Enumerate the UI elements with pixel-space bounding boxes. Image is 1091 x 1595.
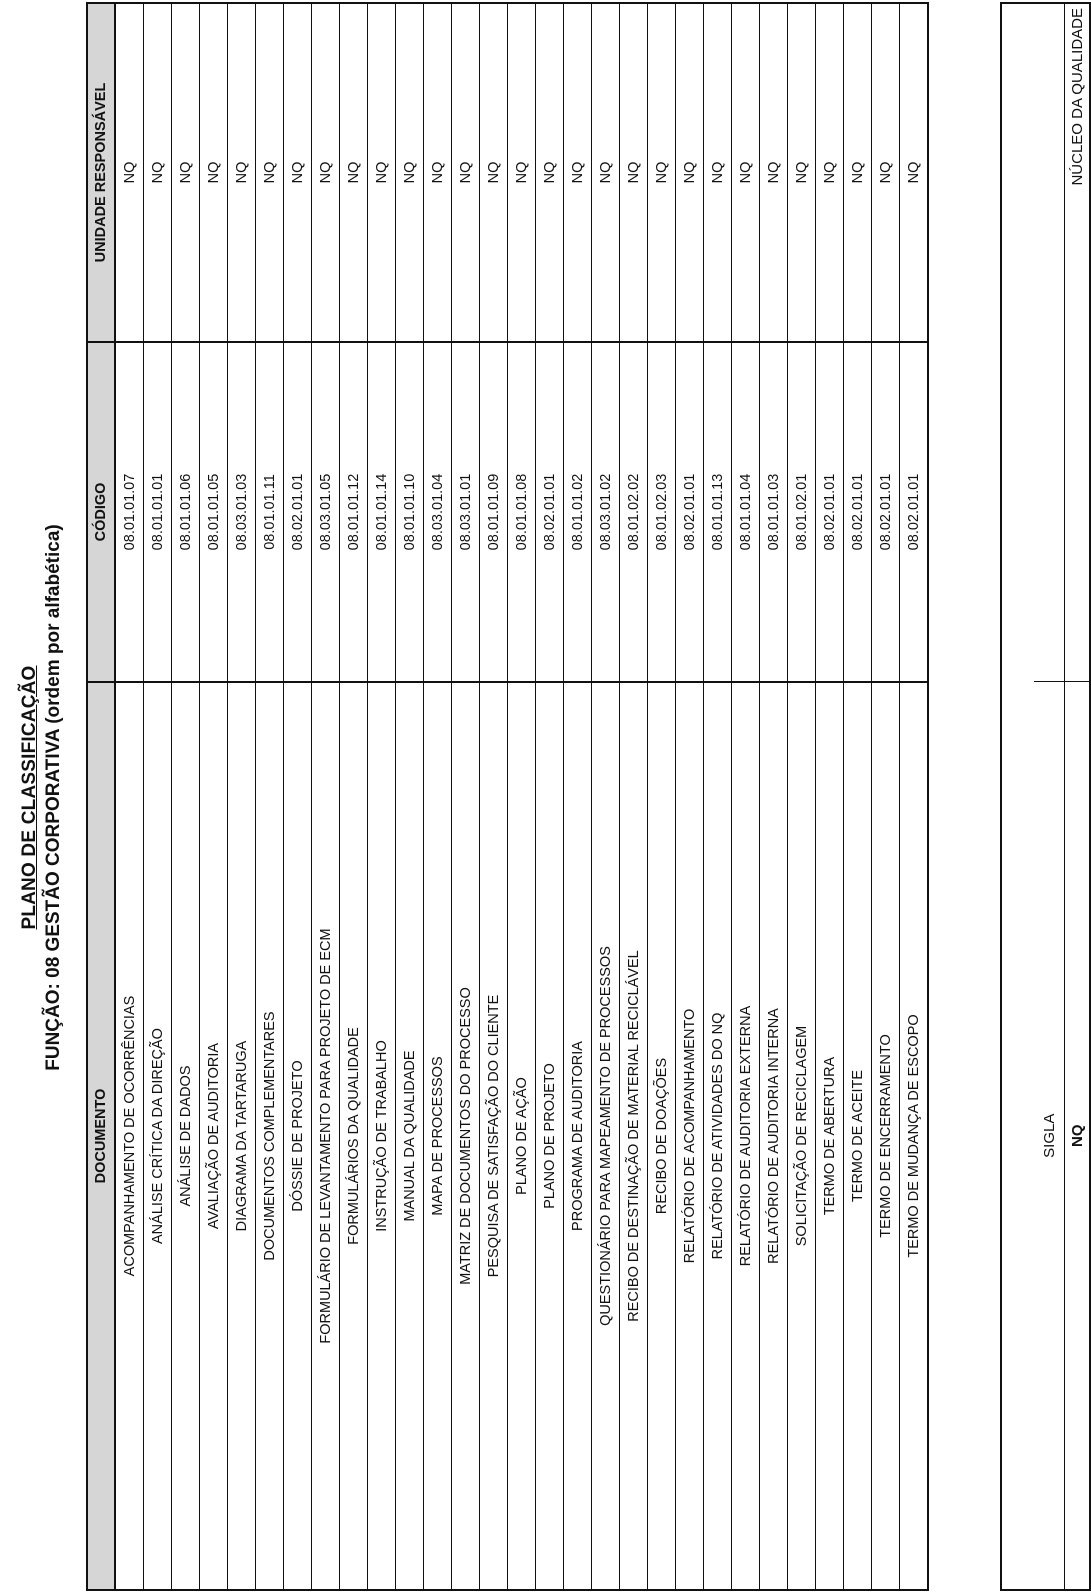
- table-row: [480, 3, 508, 1590]
- cell-unidade: NQ: [648, 3, 676, 342]
- cell-codigo: 08.01.01.09: [480, 342, 508, 682]
- cell-unidade: NQ: [284, 3, 312, 342]
- cell-codigo: 08.01.01.02: [564, 342, 592, 682]
- cell-unidade: NQ: [760, 3, 788, 342]
- cell-codigo: 08.01.01.11: [256, 342, 284, 682]
- cell-unidade: NQ: [144, 3, 172, 342]
- legend-row: [1065, 3, 1091, 1590]
- cell-unidade: NQ: [592, 3, 620, 342]
- cell-codigo: 08.01.01.10: [396, 342, 424, 682]
- cell-codigo: 08.01.01.03: [760, 342, 788, 682]
- cell-documento: DÓSSIE DE PROJETO: [284, 682, 312, 1590]
- legend-sigla: NQ: [1065, 682, 1091, 1590]
- cell-unidade: NQ: [424, 3, 452, 342]
- column-header-documento: DOCUMENTO: [87, 682, 115, 1590]
- cell-unidade: NQ: [900, 3, 929, 342]
- cell-unidade: NQ: [816, 3, 844, 342]
- cell-codigo: 08.01.01.05: [200, 342, 228, 682]
- cell-unidade: NQ: [115, 3, 144, 342]
- cell-codigo: 08.02.01.01: [284, 342, 312, 682]
- cell-codigo: 08.01.01.06: [172, 342, 200, 682]
- table-row: [368, 3, 396, 1590]
- table-row: [312, 3, 340, 1590]
- table-row: [788, 3, 816, 1590]
- legend-header-row: [1034, 3, 1065, 1590]
- cell-documento: MATRIZ DE DOCUMENTOS DO PROCESSO: [452, 682, 480, 1590]
- cell-codigo: 08.01.01.12: [340, 342, 368, 682]
- table-row: [620, 3, 648, 1590]
- table-row: [508, 3, 536, 1590]
- table-row: [872, 3, 900, 1590]
- cell-codigo: 08.03.01.04: [424, 342, 452, 682]
- cell-unidade: NQ: [844, 3, 872, 342]
- table-row: [172, 3, 200, 1590]
- cell-unidade: NQ: [620, 3, 648, 342]
- classification-table: [86, 2, 929, 1591]
- column-header-unidade: UNIDADE RESPONSÁVEL: [87, 3, 115, 342]
- cell-unidade: NQ: [732, 3, 760, 342]
- table-row: [284, 3, 312, 1590]
- cell-documento: PESQUISA DE SATISFAÇÃO DO CLIENTE: [480, 682, 508, 1590]
- cell-documento: RELATÓRIO DE AUDITORIA INTERNA: [760, 682, 788, 1590]
- cell-unidade: NQ: [536, 3, 564, 342]
- cell-documento: FORMULÁRIO DE LEVANTAMENTO PARA PROJETO DE ECM: [312, 682, 340, 1590]
- cell-codigo: 08.01.01.14: [368, 342, 396, 682]
- cell-documento: DIAGRAMA DA TARTARUGA: [228, 682, 256, 1590]
- cell-codigo: 08.03.01.03: [228, 342, 256, 682]
- table-row: [115, 3, 144, 1590]
- cell-unidade: NQ: [256, 3, 284, 342]
- cell-documento: QUESTIONÁRIO PARA MAPEAMENTO DE PROCESSOS: [592, 682, 620, 1590]
- table-row: [536, 3, 564, 1590]
- table-row: [760, 3, 788, 1590]
- cell-documento: SOLICITAÇÃO DE RECICLAGEM: [788, 682, 816, 1590]
- page-title: PLANO DE CLASSIFICAÇÃO: [19, 665, 40, 930]
- cell-documento: ACOMPANHAMENTO DE OCORRÊNCIAS: [115, 682, 144, 1590]
- table-row: [340, 3, 368, 1590]
- table-row: [676, 3, 704, 1590]
- table-header-row: [87, 3, 115, 1590]
- cell-documento: TERMO DE ABERTURA: [816, 682, 844, 1590]
- cell-documento: ANÁLISE DE DADOS: [172, 682, 200, 1590]
- cell-unidade: NQ: [676, 3, 704, 342]
- cell-codigo: 08.01.01.07: [115, 342, 144, 682]
- cell-documento: PLANO DE AÇÃO: [508, 682, 536, 1590]
- cell-documento: PLANO DE PROJETO: [536, 682, 564, 1590]
- cell-documento: FORMULÁRIOS DA QUALIDADE: [340, 682, 368, 1590]
- table-row: [200, 3, 228, 1590]
- cell-codigo: 08.01.02.01: [788, 342, 816, 682]
- cell-documento: TERMO DE ENCERRAMENTO: [872, 682, 900, 1590]
- cell-documento: RELATÓRIO DE ATIVIDADES DO NQ: [704, 682, 732, 1590]
- header: [18, 0, 66, 1595]
- cell-codigo: 08.03.01.05: [312, 342, 340, 682]
- legend-description: NÚCLEO DA QUALIDADE: [1065, 3, 1091, 682]
- cell-unidade: NQ: [340, 3, 368, 342]
- table-row: [256, 3, 284, 1590]
- cell-documento: ANÁLISE CRÍTICA DA DIREÇÃO: [144, 682, 172, 1590]
- cell-codigo: 08.01.02.02: [620, 342, 648, 682]
- cell-unidade: NQ: [172, 3, 200, 342]
- cell-documento: RECIBO DE DESTINAÇÃO DE MATERIAL RECICLÁVEL: [620, 682, 648, 1590]
- page-subtitle: FUNÇÃO: 08 GESTÃO CORPORATIVA (ordem por alfabética): [43, 524, 64, 1071]
- table-row: [144, 3, 172, 1590]
- cell-documento: RECIBO DE DOAÇÕES: [648, 682, 676, 1590]
- cell-documento: DOCUMENTOS COMPLEMENTARES: [256, 682, 284, 1590]
- cell-unidade: NQ: [564, 3, 592, 342]
- table-row: [424, 3, 452, 1590]
- cell-unidade: NQ: [200, 3, 228, 342]
- table-row: [452, 3, 480, 1590]
- cell-documento: TERMO DE ACEITE: [844, 682, 872, 1590]
- table-row: [844, 3, 872, 1590]
- table-row: [396, 3, 424, 1590]
- cell-unidade: NQ: [508, 3, 536, 342]
- cell-documento: INSTRUÇÃO DE TRABALHO: [368, 682, 396, 1590]
- cell-codigo: 08.01.01.01: [144, 342, 172, 682]
- table-row: [648, 3, 676, 1590]
- legend-spacer-row: [1001, 3, 1034, 1590]
- cell-codigo: 08.03.01.02: [592, 342, 620, 682]
- cell-unidade: NQ: [452, 3, 480, 342]
- cell-codigo: 08.01.01.13: [704, 342, 732, 682]
- cell-unidade: NQ: [480, 3, 508, 342]
- table-row: [704, 3, 732, 1590]
- cell-unidade: NQ: [704, 3, 732, 342]
- cell-codigo: 08.02.01.01: [900, 342, 929, 682]
- table-row: [592, 3, 620, 1590]
- table-row: [228, 3, 256, 1590]
- cell-documento: TERMO DE MUDANÇA DE ESCOPO: [900, 682, 929, 1590]
- cell-codigo: 08.01.01.04: [732, 342, 760, 682]
- cell-documento: PROGRAMA DE AUDITORIA: [564, 682, 592, 1590]
- cell-codigo: 08.01.02.03: [648, 342, 676, 682]
- cell-unidade: NQ: [872, 3, 900, 342]
- legend-heading: SIGLA: [1034, 682, 1065, 1590]
- cell-unidade: NQ: [396, 3, 424, 342]
- cell-documento: RELATÓRIO DE ACOMPANHAMENTO: [676, 682, 704, 1590]
- legend-table: [1000, 2, 1091, 1591]
- cell-documento: MAPA DE PROCESSOS: [424, 682, 452, 1590]
- cell-unidade: NQ: [368, 3, 396, 342]
- table-row: [816, 3, 844, 1590]
- cell-codigo: 08.02.01.01: [872, 342, 900, 682]
- cell-codigo: 08.02.01.01: [676, 342, 704, 682]
- cell-documento: RELATÓRIO DE AUDITORIA EXTERNA: [732, 682, 760, 1590]
- column-header-codigo: CÓDIGO: [87, 342, 115, 682]
- table-row: [564, 3, 592, 1590]
- cell-unidade: NQ: [788, 3, 816, 342]
- cell-codigo: 08.02.01.01: [536, 342, 564, 682]
- table-row: [900, 3, 929, 1590]
- cell-codigo: 08.02.01.01: [844, 342, 872, 682]
- cell-unidade: NQ: [228, 3, 256, 342]
- table-row: [732, 3, 760, 1590]
- cell-codigo: 08.02.01.01: [816, 342, 844, 682]
- cell-codigo: 08.01.01.08: [508, 342, 536, 682]
- cell-documento: MANUAL DA QUALIDADE: [396, 682, 424, 1590]
- cell-unidade: NQ: [312, 3, 340, 342]
- cell-documento: AVALIAÇÃO DE AUDITORIA: [200, 682, 228, 1590]
- cell-codigo: 08.03.01.01: [452, 342, 480, 682]
